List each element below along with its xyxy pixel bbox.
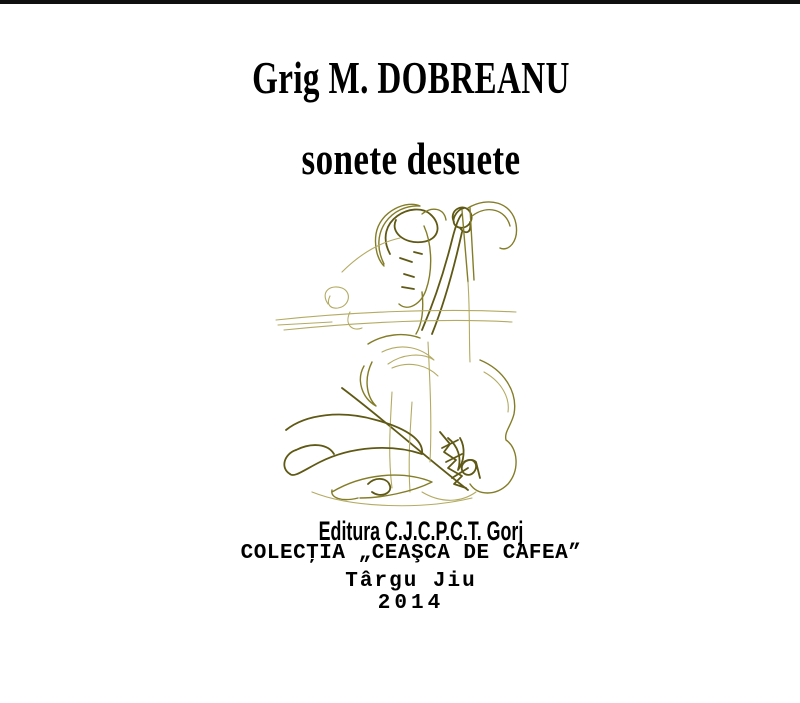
top-border-bar xyxy=(0,0,800,4)
publication-city: Târgu Jiu xyxy=(345,570,477,593)
publisher-name: Editura C.J.C.P.C.T. Gorj xyxy=(318,516,524,546)
publication-year: 2014 xyxy=(377,592,445,615)
book-title: sonete desuete xyxy=(301,134,521,184)
collection-name: COLECŢIA „CEAŞCA DE CAFEA” xyxy=(240,542,582,565)
ink-sketch-seated-figure xyxy=(272,192,520,507)
author-name: Grig M. DOBREANU xyxy=(252,52,570,103)
